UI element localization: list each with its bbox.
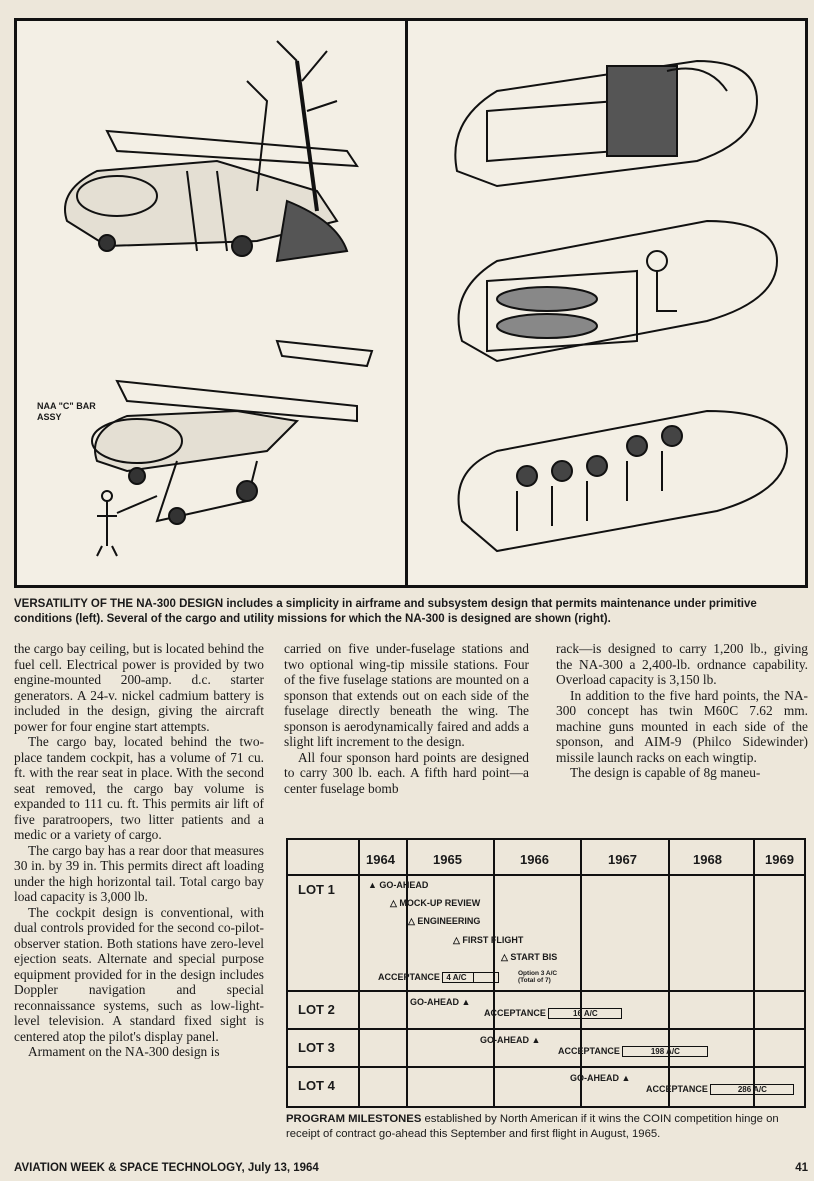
paratrooper-cutaway-drawing [459, 411, 787, 551]
year-label: 1966 [520, 852, 549, 867]
figure-caption [14, 597, 808, 627]
lot1-option [518, 970, 557, 984]
lot1-startbis: △ START BIS [501, 952, 558, 962]
milestone-label: START BIS [510, 952, 558, 962]
paragraph: Armament on the NA-300 design is [28, 1044, 220, 1059]
aircraft-maintenance-drawing-top [65, 41, 357, 261]
milestone-label: GO-AHEAD [410, 997, 459, 1007]
cargo-cutaway-drawing [455, 61, 757, 186]
year-label: 1967 [608, 852, 637, 867]
lot4-goahead: GO-AHEAD ▲ [570, 1073, 631, 1083]
milestone-label: GO-AHEAD [480, 1035, 529, 1045]
aircraft-count: 286 A/C [710, 1084, 794, 1095]
publication-line: AVIATION WEEK & SPACE TECHNOLOGY, July 13, 1964 [14, 1162, 319, 1174]
illustration-frame [14, 18, 808, 588]
lot2-acceptance [484, 1008, 622, 1019]
lot1-firstflight: △ FIRST FLIGHT [453, 935, 524, 945]
lot1-mockup: △ MOCK-UP REVIEW [390, 898, 481, 908]
milestones-caption-lead: PROGRAM MILESTONES [286, 1113, 422, 1125]
milestone-label: GO-AHEAD [570, 1073, 619, 1083]
milestone-label: ACCEPTANCE [646, 1084, 708, 1094]
page-number: 41 [795, 1162, 808, 1174]
grid-line [288, 990, 804, 992]
paragraph: The cargo bay has a rear door that measures 30 in. by 39 in. This permits direct aft loading under the high horizontal tail. Total cargo bay load capacity is 3,000 lb. [14, 842, 264, 904]
litter-cutaway-drawing [459, 221, 777, 361]
aircraft-count: 16 A/C [548, 1008, 622, 1019]
option-bar [474, 972, 499, 983]
year-label: 1968 [693, 852, 722, 867]
year-label: 1969 [765, 852, 794, 867]
page-footer [14, 1162, 808, 1174]
paragraph: All four sponson hard points are designed to carry 300 lb. each. A fifth hard point—a center fuselage bomb [284, 749, 529, 796]
lot1-goahead: ▲ GO-AHEAD [368, 880, 429, 890]
paragraph: The design is capable of 8g maneu- [570, 765, 761, 780]
paragraph: the cargo bay ceiling, but is located behind the fuel cell. Electrical power is provided by two engine-mounted 200-amp. d.c. starter generators. A 24-v. nickel cadmium battery is included in the design, giving the aircraft power for four engine start attempts. [14, 641, 264, 734]
lot3-goahead: GO-AHEAD ▲ [480, 1035, 541, 1045]
aircraft-illustrations [17, 21, 805, 585]
paragraph: carried on five under-fuselage stations and two optional wing-tip missile stations. Four of the five fuselage stations are mounted on a sponson that extends out on each side of the fuselage directly beneath the wing. The sponson is aerodynamically faired and adds a slight lift increment to the design. [284, 641, 529, 749]
lot3-acceptance [558, 1046, 708, 1057]
lot1-engineering: △ ENGINEERING [408, 916, 481, 926]
figure-divider [405, 18, 408, 588]
milestone-label: ACCEPTANCE [378, 972, 440, 982]
milestone-label: ACCEPTANCE [484, 1008, 546, 1018]
figure-caption-lead: VERSATILITY OF THE NA-300 DESIGN [14, 598, 224, 610]
milestone-label: GO-AHEAD [379, 880, 429, 890]
aircraft-count: 198 A/C [622, 1046, 708, 1057]
grid-line [288, 1066, 804, 1068]
aircraft-count: 4 A/C [442, 972, 474, 983]
milestones-chart [286, 838, 806, 1108]
lot-label: LOT 1 [298, 882, 335, 897]
callout-label: NAA "C" BAR ASSY [37, 401, 96, 422]
paragraph: The cargo bay, located behind the two-place tandem cockpit, has a volume of 71 cu. ft. with the rear seat in place. With the second seat removed, the cargo bay volume is expanded to 111 cu. ft. This permits air lift of five paratroopers, two litter patients and a medic or a variety of cargo. [14, 734, 264, 842]
lot-label: LOT 4 [298, 1078, 335, 1093]
grid-line [288, 874, 804, 876]
option-text: Option 3 A/C [518, 970, 558, 977]
lot-label: LOT 3 [298, 1040, 335, 1055]
paragraph: In addition to the five hard points, the NA-300 concept has twin M60C 7.62 mm. machine guns mounted in each side of the sponson, and AIM-9 (Philco Sidewinder) missile launch racks on each wingtip. [556, 687, 808, 765]
article-column-1 [14, 641, 264, 1060]
aircraft-maintenance-drawing-bottom [92, 341, 372, 556]
figure-caption-text: includes a simplicity in airframe and subsystem design that permits maintenance under primitive conditions (left). Several of the cargo and utility missions for which the NA-300 is designed are shown (right). [14, 598, 757, 625]
paragraph: rack—is designed to carry 1,200 lb., giving the NA-300 a 2,400-lb. ordnance capability. Overload capacity is 3,150 lb. [556, 641, 808, 687]
lot1-acceptance [378, 972, 499, 983]
milestone-label: MOCK-UP REVIEW [399, 898, 481, 908]
grid-line [288, 1028, 804, 1030]
lot4-acceptance [646, 1084, 794, 1095]
milestones-caption [286, 1112, 808, 1142]
lot2-goahead: GO-AHEAD ▲ [410, 997, 471, 1007]
year-label: 1964 [366, 852, 395, 867]
paragraph: The cockpit design is conventional, with dual controls provided for the second co-pilot-observer station. Both stations have zero-level ejection seats. Alternate and special purpose equipment provided for in the design includes Doppler navigation and special reconnaissance systems, such as low-light-level television. A standard fixed sight is centered atop the pilot's display panel. [14, 904, 264, 1044]
lot-label: LOT 2 [298, 1002, 335, 1017]
milestone-label: ENGINEERING [417, 916, 481, 926]
article-column-2 [284, 641, 529, 796]
milestone-label: ACCEPTANCE [558, 1046, 620, 1056]
article-column-3 [556, 641, 808, 781]
milestones-caption-text: established by North American if it wins the COIN competition hinge on receipt of contract go-ahead this September and first flight in August, 1965. [286, 1113, 779, 1140]
milestone-label: FIRST FLIGHT [462, 935, 524, 945]
option-total: (Total of 7) [518, 977, 551, 984]
year-label: 1965 [433, 852, 462, 867]
